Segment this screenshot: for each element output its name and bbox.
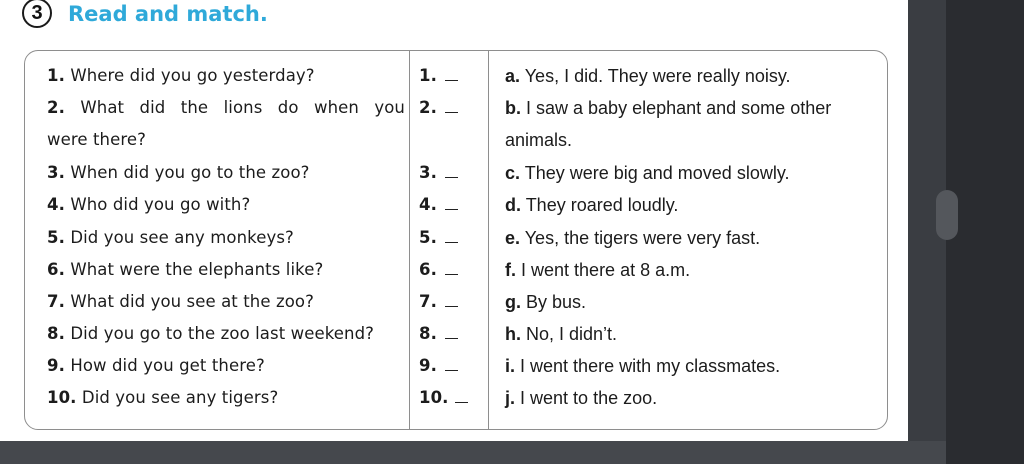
question-8: 8. Did you go to the zoo last weekend? [47,324,375,343]
scroll-handle[interactable] [936,190,958,240]
answer-slot-7[interactable]: 7. [419,291,458,313]
answer-b: b. I saw a baby elephant and some other [505,98,832,118]
answer-g: g. By bus. [505,292,587,312]
viewer-side-panel [946,0,1024,464]
answer-a: a. Yes, I did. They were really noisy. [505,66,791,86]
answer-slot-1[interactable]: 1. [419,65,458,87]
exercise-header [22,0,268,32]
answer-slot-6[interactable]: 6. [419,259,458,281]
question-2: 2. What did the lions do when you [47,98,405,117]
column-divider-right [488,51,489,429]
question-6: 6. What were the elephants like? [47,260,324,279]
question-4: 4. Who did you go with? [47,195,251,214]
answer-b-continued: animals. [505,130,573,150]
answer-blank[interactable] [455,388,468,403]
question-9: 9. How did you get there? [47,356,265,375]
answer-blank[interactable] [445,98,458,113]
question-7: 7. What did you see at the zoo? [47,292,314,311]
answer-blank[interactable] [445,195,458,210]
answer-slot-2[interactable]: 2. [419,97,458,119]
answer-slot-4[interactable]: 4. [419,194,458,216]
answer-blank[interactable] [445,66,458,81]
column-divider-left [409,51,410,429]
answer-i: i. I went there with my classmates. [505,356,781,376]
viewer-bottom-edge [0,441,946,464]
exercise-title: Read and match. [68,2,268,26]
exercise-number-badge: 3 [22,0,52,28]
answer-f: f. I went there at 8 a.m. [505,260,691,280]
answer-slot-5[interactable]: 5. [419,227,458,249]
match-table [24,50,888,430]
answer-blank[interactable] [445,324,458,339]
question-3: 3. When did you go to the zoo? [47,163,310,182]
question-2-continued: were there? [47,130,146,149]
answer-j: j. I went to the zoo. [505,388,658,408]
answer-blank[interactable] [445,260,458,275]
question-1: 1. Where did you go yesterday? [47,66,315,85]
answer-slot-8[interactable]: 8. [419,323,458,345]
question-10: 10. Did you see any tigers? [47,388,279,407]
answer-slot-9[interactable]: 9. [419,355,458,377]
answer-d: d. They roared loudly. [505,195,679,215]
question-5: 5. Did you see any monkeys? [47,228,294,247]
answer-slot-10[interactable]: 10. [419,387,468,409]
answer-slot-3[interactable]: 3. [419,162,458,184]
answer-h: h. No, I didn’t. [505,324,618,344]
answer-e: e. Yes, the tigers were very fast. [505,228,761,248]
answer-blank[interactable] [445,356,458,371]
answer-blank[interactable] [445,292,458,307]
answer-blank[interactable] [445,163,458,178]
answer-blank[interactable] [445,228,458,243]
answer-c: c. They were big and moved slowly. [505,163,790,183]
